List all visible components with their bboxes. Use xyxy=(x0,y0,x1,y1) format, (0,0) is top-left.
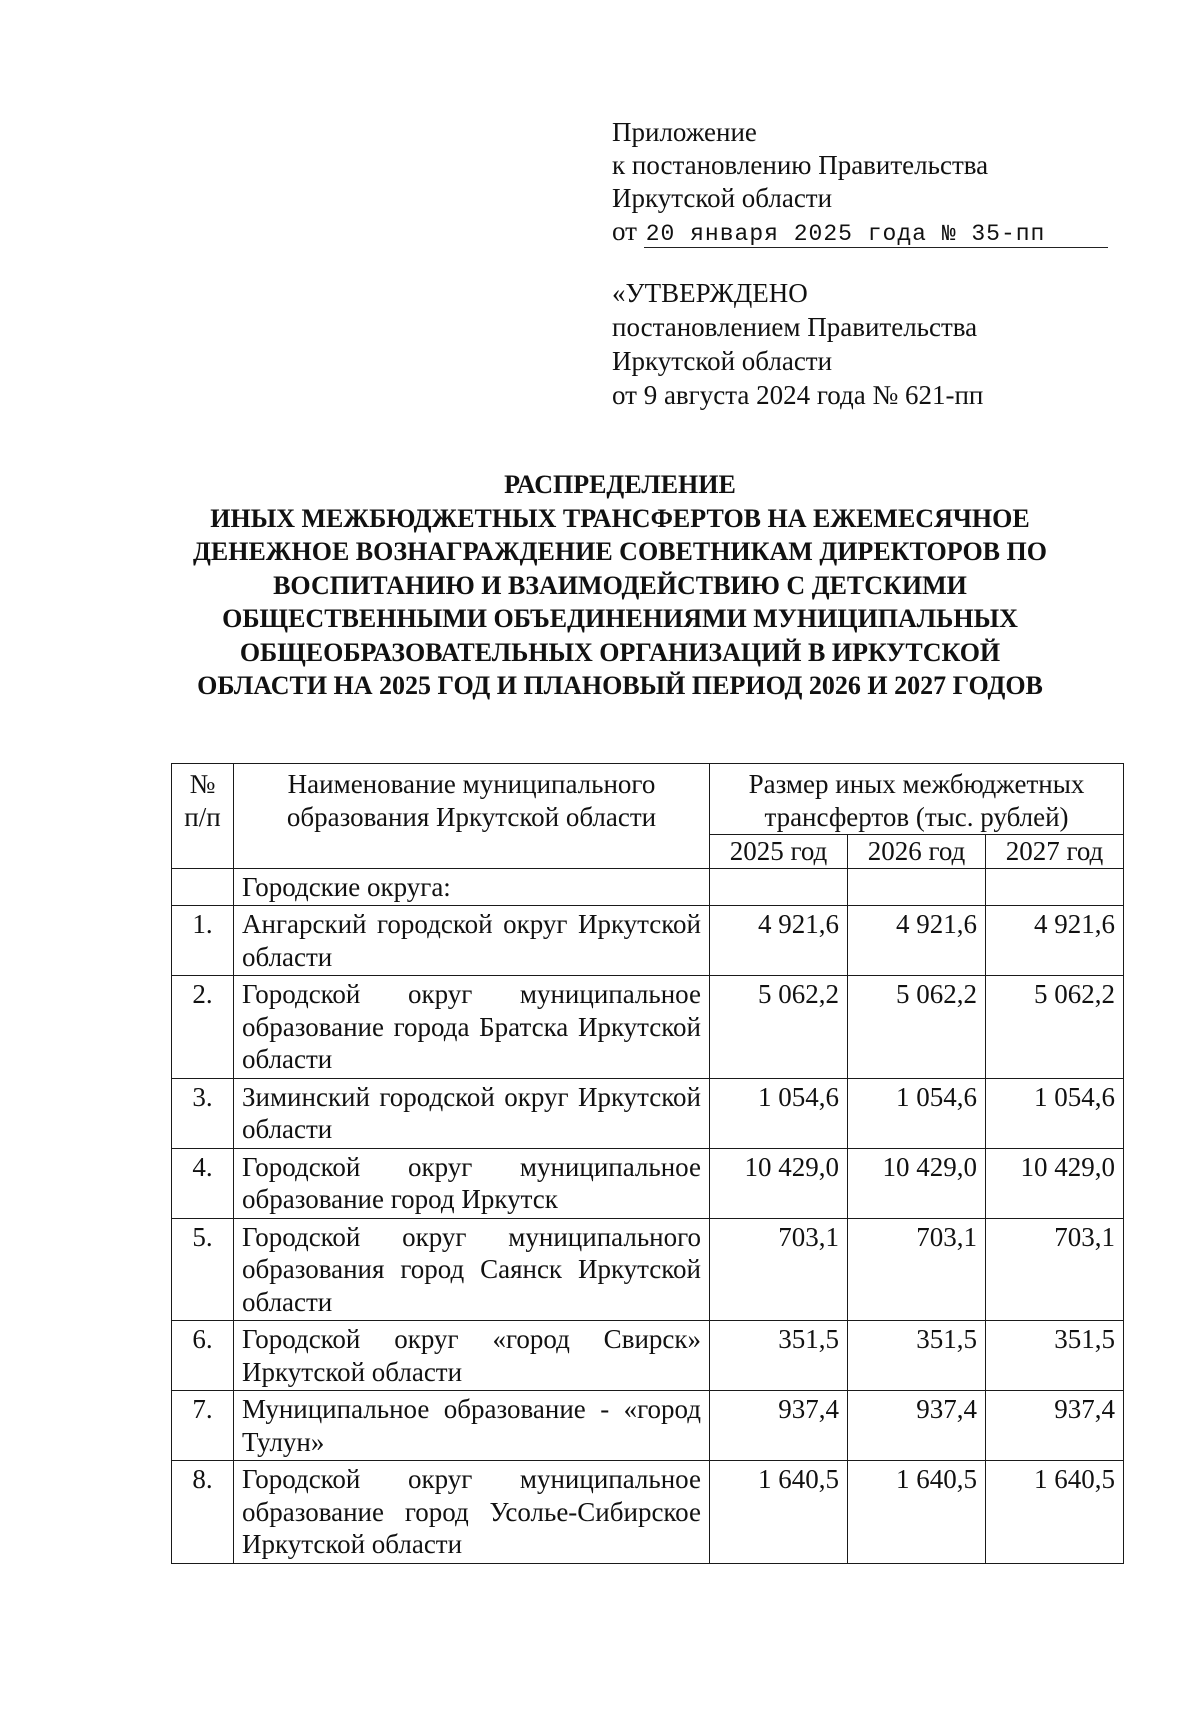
row-value-2027: 1 054,6 xyxy=(986,1078,1124,1148)
header-year-2025: 2025 год xyxy=(710,835,848,869)
row-number: 7. xyxy=(172,1391,234,1461)
appendix-line-3: Иркутской области xyxy=(612,183,833,213)
row-number: 4. xyxy=(172,1148,234,1218)
row-value-2025: 1 640,5 xyxy=(710,1461,848,1564)
row-value-2026: 4 921,6 xyxy=(848,906,986,976)
table-row xyxy=(172,1461,1124,1564)
row-value-2025: 10 429,0 xyxy=(710,1148,848,1218)
row-value-2027: 5 062,2 xyxy=(986,976,1124,1079)
header-transfer-size: Размер иных межбюджетных трансфертов (тыс. рублей) xyxy=(710,764,1124,835)
header-year-2026: 2026 год xyxy=(848,835,986,869)
section-empty-cell xyxy=(710,868,848,906)
table-row xyxy=(172,1148,1124,1218)
document-title xyxy=(150,468,1090,703)
row-municipality: Городской округ муниципальное образование город Иркутск xyxy=(234,1148,710,1218)
table-header-row xyxy=(172,764,1124,835)
table-row xyxy=(172,1218,1124,1321)
row-value-2025: 351,5 xyxy=(710,1321,848,1391)
approved-line-4: от 9 августа 2024 года № 621-пп xyxy=(612,380,984,410)
row-municipality: Городской округ муниципальное образование города Братска Иркутской области xyxy=(234,976,710,1079)
row-value-2026: 703,1 xyxy=(848,1218,986,1321)
header-municipality-name: Наименование муниципального образования Иркутской области xyxy=(234,764,710,869)
row-municipality: Зиминский городской округ Иркутской области xyxy=(234,1078,710,1148)
appendix-line-2: к постановлению Правительства xyxy=(612,150,989,180)
row-municipality: Городской округ «город Свирск» Иркутской области xyxy=(234,1321,710,1391)
table-row xyxy=(172,906,1124,976)
row-value-2025: 5 062,2 xyxy=(710,976,848,1079)
section-num-cell xyxy=(172,868,234,906)
section-empty-cell xyxy=(986,868,1124,906)
row-value-2026: 351,5 xyxy=(848,1321,986,1391)
table-row xyxy=(172,1391,1124,1461)
row-number: 6. xyxy=(172,1321,234,1391)
row-value-2026: 937,4 xyxy=(848,1391,986,1461)
title-line-1: РАСПРЕДЕЛЕНИЕ xyxy=(504,470,736,499)
row-number: 2. xyxy=(172,976,234,1079)
row-number: 1. xyxy=(172,906,234,976)
appendix-date-prefix: от xyxy=(612,216,637,246)
row-municipality: Городской округ муниципального образования город Саянск Иркутской области xyxy=(234,1218,710,1321)
row-number: 8. xyxy=(172,1461,234,1564)
row-value-2025: 1 054,6 xyxy=(710,1078,848,1148)
row-value-2026: 10 429,0 xyxy=(848,1148,986,1218)
approved-line-3: Иркутской области xyxy=(612,346,833,376)
title-line-3: ДЕНЕЖНОЕ ВОЗНАГРАЖДЕНИЕ СОВЕТНИКАМ ДИРЕКТОРОВ ПО xyxy=(193,537,1047,566)
row-value-2027: 4 921,6 xyxy=(986,906,1124,976)
row-value-2027: 703,1 xyxy=(986,1218,1124,1321)
header-number: № п/п xyxy=(172,764,234,869)
approved-line-2: постановлением Правительства xyxy=(612,312,978,342)
row-value-2026: 5 062,2 xyxy=(848,976,986,1079)
row-value-2027: 937,4 xyxy=(986,1391,1124,1461)
row-number: 5. xyxy=(172,1218,234,1321)
approved-block xyxy=(612,276,983,412)
row-value-2025: 937,4 xyxy=(710,1391,848,1461)
appendix-line-1: Приложение xyxy=(612,117,757,147)
row-value-2025: 703,1 xyxy=(710,1218,848,1321)
row-value-2026: 1 640,5 xyxy=(848,1461,986,1564)
header-year-2027: 2027 год xyxy=(986,835,1124,869)
title-line-6: ОБЩЕОБРАЗОВАТЕЛЬНЫХ ОРГАНИЗАЦИЙ В ИРКУТСКОЙ xyxy=(239,637,1001,667)
row-value-2027: 1 640,5 xyxy=(986,1461,1124,1564)
row-value-2027: 10 429,0 xyxy=(986,1148,1124,1218)
row-municipality: Муниципальное образование - «город Тулун» xyxy=(234,1391,710,1461)
section-empty-cell xyxy=(848,868,986,906)
title-line-2: ИНЫХ МЕЖБЮДЖЕТНЫХ ТРАНСФЕРТОВ НА ЕЖЕМЕСЯЧНОЕ xyxy=(210,503,1030,533)
approved-line-1: «УТВЕРЖДЕНО xyxy=(612,278,808,308)
row-municipality: Ангарский городской округ Иркутской области xyxy=(234,906,710,976)
title-line-5: ОБЩЕСТВЕННЫМИ ОБЪЕДИНЕНИЯМИ МУНИЦИПАЛЬНЫХ xyxy=(222,604,1018,633)
table-row xyxy=(172,976,1124,1079)
appendix-block xyxy=(612,116,1108,248)
title-line-7: ОБЛАСТИ НА 2025 ГОД И ПЛАНОВЫЙ ПЕРИОД 2026 И 2027 ГОДОВ xyxy=(197,671,1043,700)
title-line-4: ВОСПИТАНИЮ И ВЗАИМОДЕЙСТВИЮ С ДЕТСКИМИ xyxy=(273,570,967,600)
row-number: 3. xyxy=(172,1078,234,1148)
appendix-date-line xyxy=(612,215,1108,248)
row-value-2027: 351,5 xyxy=(986,1321,1124,1391)
row-value-2025: 4 921,6 xyxy=(710,906,848,976)
table-section-row xyxy=(172,868,1124,906)
table-row xyxy=(172,1321,1124,1391)
appendix-date-value: 20 января 2025 года № 35-пп xyxy=(644,221,1108,248)
row-municipality: Городской округ муниципальное образование город Усолье-Сибирское Иркутской области xyxy=(234,1461,710,1564)
section-label: Городские округа: xyxy=(234,868,710,906)
row-value-2026: 1 054,6 xyxy=(848,1078,986,1148)
table-row xyxy=(172,1078,1124,1148)
distribution-table xyxy=(171,763,1124,1564)
